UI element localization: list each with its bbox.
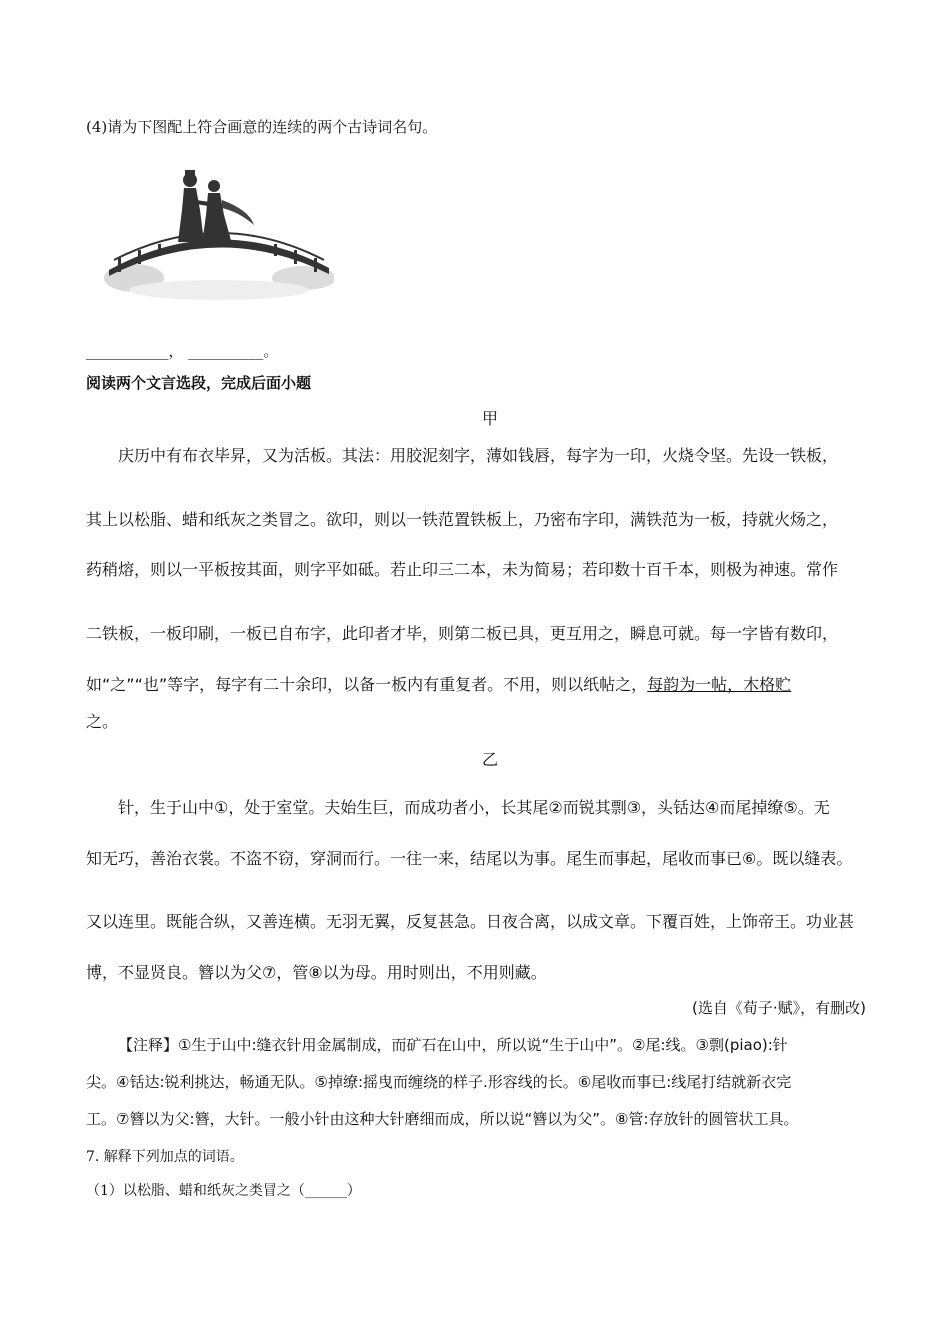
notes-line-2: 尖。④铦达:锐利挑达，畅通无队。⑤掉缭:摇曳而缠绕的样子.形容线的长。⑥尾收而事已:线尾打结就新衣完: [86, 1073, 792, 1091]
passage-a-line-2: 其上以松脂、蜡和纸灰之类冒之。欲印，则以一铁范置铁板上，乃密布字印，满铁范为一板，持就火炀之，: [86, 510, 839, 529]
reading-instruction: 阅读两个文言选段，完成后面小题: [86, 374, 312, 392]
passage-b-title: 乙: [481, 750, 498, 769]
notes-line-1: 【注释】①生于山中:缝衣针用金属制成，而矿石在山中，所以说“生于山中”。②尾:线。③剽(piao):针: [118, 1036, 788, 1054]
passage-a-line-5-text: 如“之”“也”等字，每字有二十余印，以备一板内有重复者。不用，则以纸帖之，: [86, 675, 648, 694]
passage-a-line-3: 药稍熔，则以一平板按其面，则字平如砥。若止印三二本，未为简易；若印数十百千本，则极为神速。常作: [86, 560, 839, 579]
question-4: (4)请为下图配上符合画意的连续的两个古诗词名句。: [86, 118, 438, 136]
answer-blanks: ___________， __________。: [86, 342, 279, 360]
passage-a-line-6: 之。: [86, 712, 119, 731]
question-7: 7. 解释下列加点的词语。: [86, 1149, 244, 1165]
question-7-1: （1）以松脂、蜡和纸灰之类冒之（______）: [86, 1183, 361, 1199]
passage-a-title: 甲: [481, 409, 498, 428]
passage-b-line-2: 知无巧，善治衣裳。不盗不窃，穿洞而行。一往一来，结尾以为事。尾生而事起，尾收而事已⑥。既以缝表。: [86, 849, 853, 868]
passage-a-line-4: 二铁板，一板印刷，一板已自布字，此印者才毕，则第二板已具，更互用之，瞬息可就。每一字皆有数印，: [86, 624, 839, 643]
underlined-phrase: 每韵为一帖，木格贮: [647, 675, 792, 694]
lovers-on-bridge-silhouette-icon: [104, 160, 334, 320]
passage-b-line-1: 针，生于山中①，处于室堂。夫始生巨，而成功者小，长其尾②而锐其剽③，头铦达④而尾掉缭⑤。无: [118, 798, 830, 817]
passage-b-line-4: 博，不显贤良。簪以为父⑦，管⑧以为母。用时则出，不用则藏。: [86, 963, 547, 982]
passage-a-line-1: 庆历中有布衣毕昇，又为活板。其法：用胶泥刻字，薄如钱唇，每字为一印，火烧令坚。先设一铁板，: [118, 446, 839, 465]
passage-a-line-5: [86, 672, 876, 695]
notes-line-3: 工。⑦簪以为父:簪，大针。一般小针由这种大针磨细而成，所以说“簪以为父”。⑧管:存放针的圆管状工具。: [86, 1110, 799, 1128]
source-citation: (选自《荀子·赋》，有删改): [692, 999, 866, 1017]
passage-b-line-3: 又以连里。既能合纵，又善连横。无羽无翼，反复甚急。日夜合离，以成文章。下覆百姓，上饰帝王。功业甚: [86, 912, 855, 931]
